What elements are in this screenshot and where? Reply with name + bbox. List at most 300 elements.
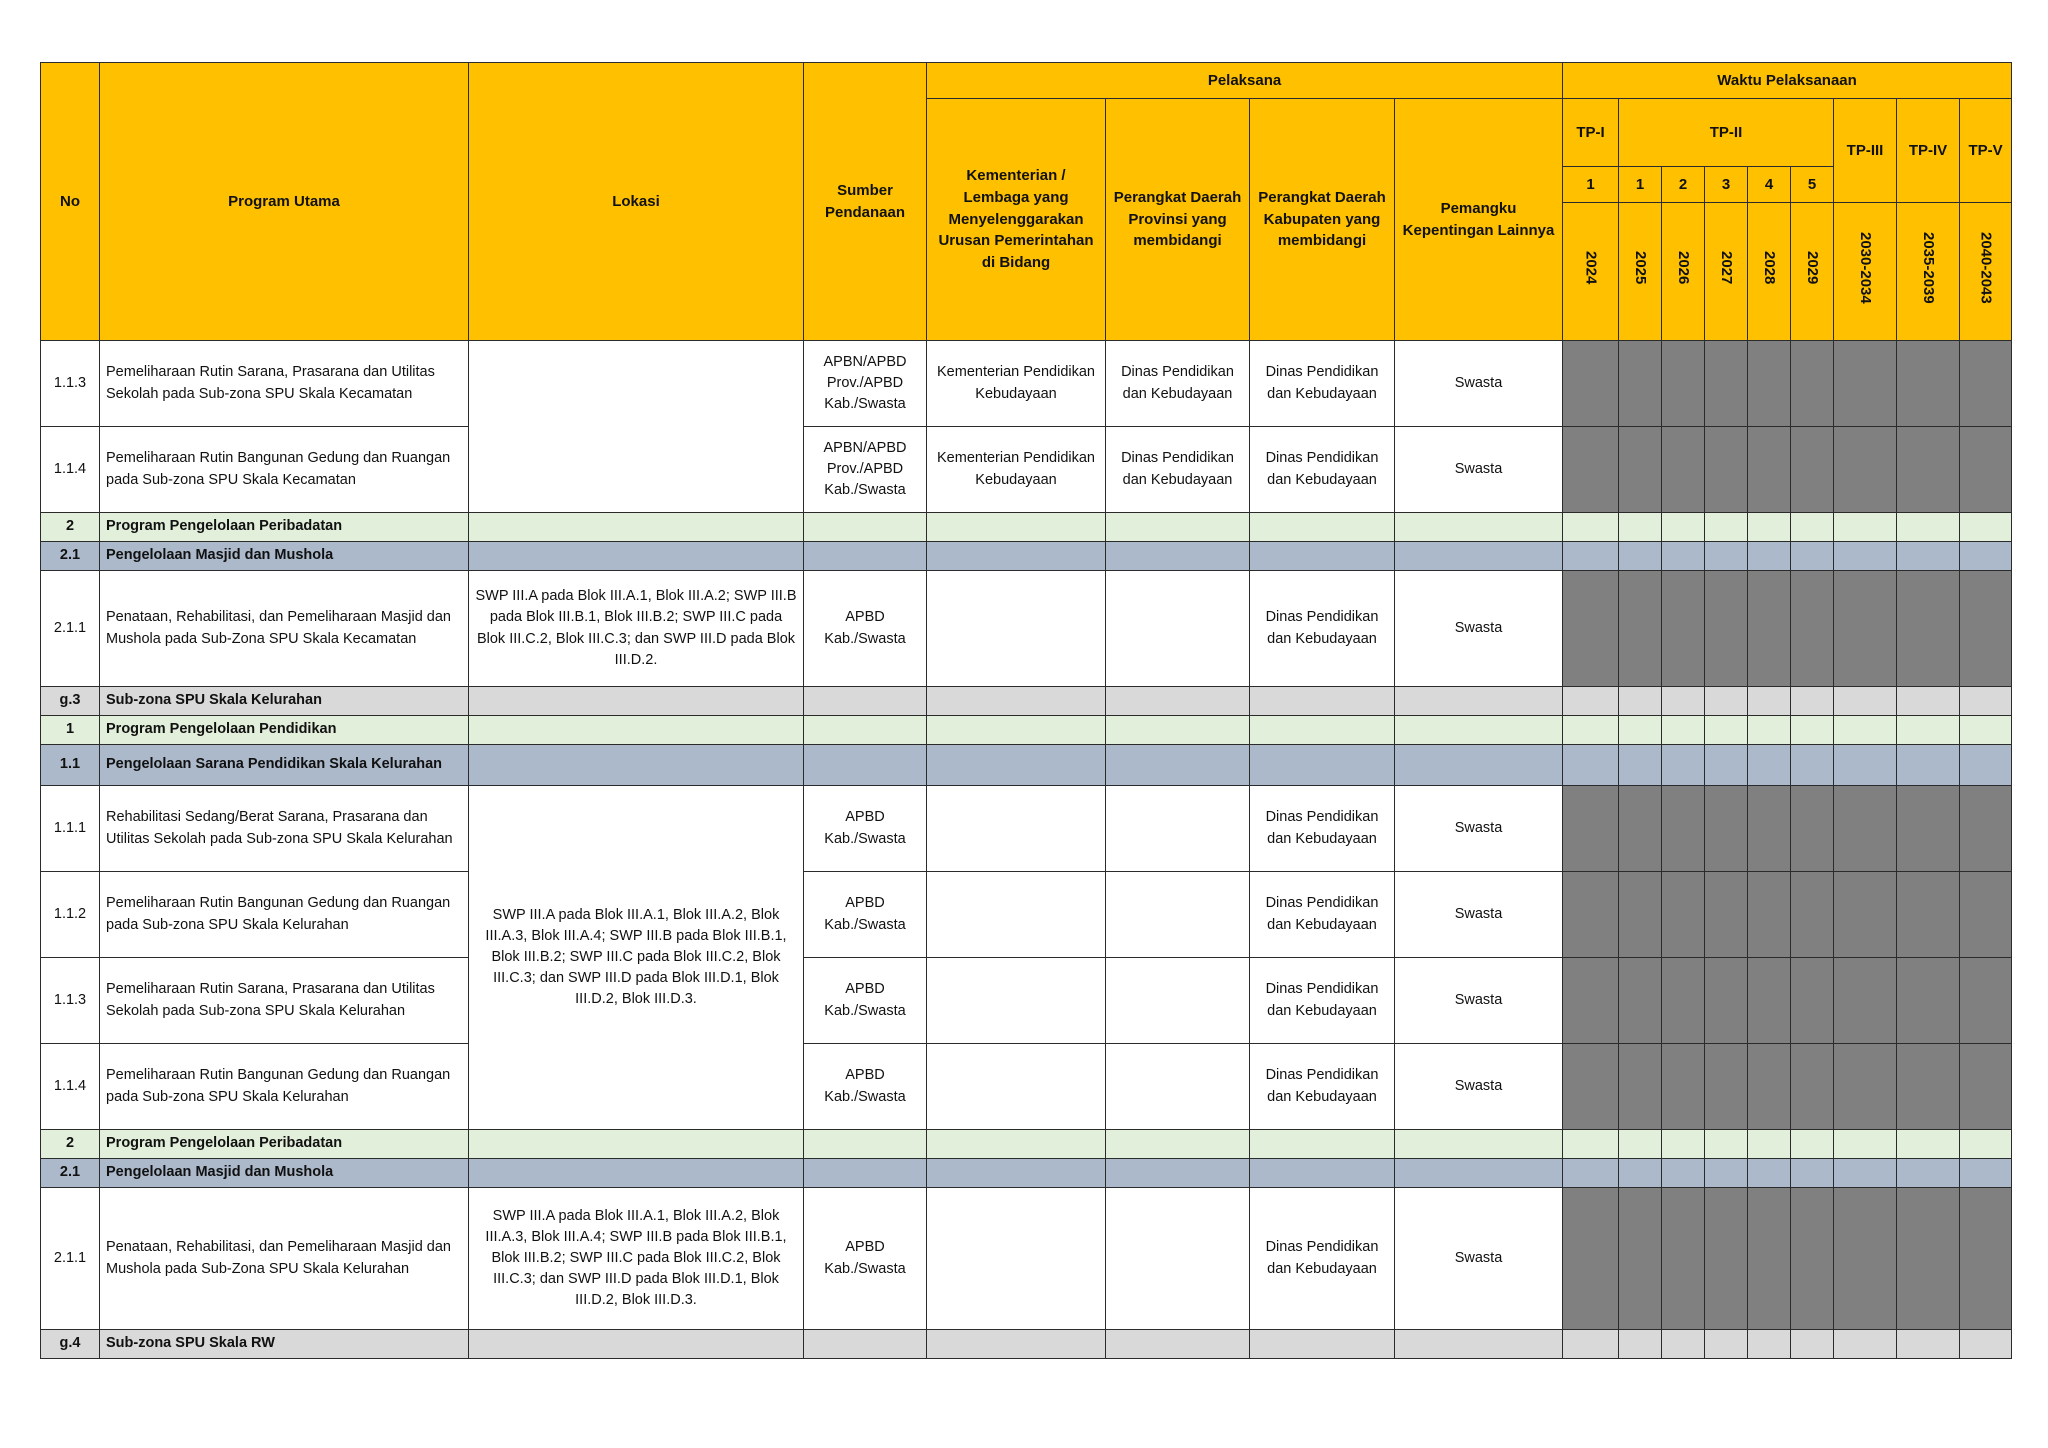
- empty-cell: [1960, 1130, 2012, 1159]
- row-kementerian: [927, 571, 1106, 687]
- empty-cell: [1834, 745, 1897, 786]
- empty-cell: [1250, 1159, 1395, 1188]
- row-sumber: APBN/APBD Prov./APBD Kab./Swasta: [804, 341, 927, 427]
- timeline-cell: [1960, 958, 2012, 1044]
- row-pemangku: Swasta: [1395, 786, 1563, 872]
- row-pemangku: Swasta: [1395, 427, 1563, 513]
- year-label: 2035-2039: [1919, 232, 1937, 304]
- empty-cell: [1662, 513, 1705, 542]
- timeline-cell: [1897, 1044, 1960, 1130]
- row-lokasi: SWP III.A pada Blok III.A.1, Blok III.A.2; SWP III.B pada Blok III.B.1, Blok III.B.2; SWP III.C pada Blok III.C.2, Blok III.C.3; dan SWP III.D pada Blok III.D.2.: [469, 571, 804, 687]
- timeline-cell: [1662, 1044, 1705, 1130]
- empty-cell: [1106, 1130, 1250, 1159]
- empty-cell: [1395, 1130, 1563, 1159]
- empty-cell: [1662, 687, 1705, 716]
- empty-cell: [1748, 1330, 1791, 1359]
- row-no: 1.1.4: [41, 427, 100, 513]
- empty-cell: [1791, 1159, 1834, 1188]
- row-pemangku: Swasta: [1395, 1188, 1563, 1330]
- empty-cell: [1619, 513, 1662, 542]
- empty-cell: [469, 716, 804, 745]
- timeline-cell: [1563, 1044, 1619, 1130]
- timeline-cell: [1619, 341, 1662, 427]
- year-2024: [1563, 203, 1619, 341]
- row-pemangku: Swasta: [1395, 571, 1563, 687]
- empty-cell: [927, 1130, 1106, 1159]
- row-lokasi-empty: [469, 341, 804, 513]
- year-2026: [1662, 203, 1705, 341]
- timeline-cell: [1705, 786, 1748, 872]
- timeline-cell: [1619, 786, 1662, 872]
- empty-cell: [1619, 687, 1662, 716]
- empty-cell: [1662, 716, 1705, 745]
- empty-cell: [927, 716, 1106, 745]
- timeline-cell: [1662, 786, 1705, 872]
- empty-cell: [1563, 1330, 1619, 1359]
- empty-cell: [1960, 745, 2012, 786]
- row-sumber: APBD Kab./Swasta: [804, 872, 927, 958]
- row-kementerian: [927, 1044, 1106, 1130]
- empty-cell: [1748, 542, 1791, 571]
- empty-cell: [1748, 687, 1791, 716]
- timeline-cell: [1563, 872, 1619, 958]
- empty-cell: [1960, 687, 2012, 716]
- row-no: 1.1.3: [41, 341, 100, 427]
- timeline-cell: [1834, 872, 1897, 958]
- empty-cell: [1791, 716, 1834, 745]
- year-label: 2024: [1582, 251, 1600, 285]
- row-no: 2.1: [41, 542, 100, 571]
- empty-cell: [1791, 745, 1834, 786]
- row-pd-kab: Dinas Pendidikan dan Kebudayaan: [1250, 1188, 1395, 1330]
- empty-cell: [469, 1330, 804, 1359]
- empty-cell: [1662, 542, 1705, 571]
- header-sub-2: 1: [1619, 167, 1662, 203]
- program-row: [41, 513, 2012, 542]
- row-no: g.4: [41, 1330, 100, 1359]
- table-body: [41, 341, 2012, 1359]
- table-row: [41, 427, 2012, 513]
- row-sumber: APBD Kab./Swasta: [804, 1044, 927, 1130]
- timeline-cell: [1791, 571, 1834, 687]
- empty-cell: [804, 1330, 927, 1359]
- row-program: Pengelolaan Masjid dan Mushola: [100, 542, 469, 571]
- empty-cell: [1250, 513, 1395, 542]
- timeline-cell: [1897, 571, 1960, 687]
- timeline-cell: [1791, 341, 1834, 427]
- empty-cell: [1960, 1330, 2012, 1359]
- timeline-cell: [1619, 958, 1662, 1044]
- row-no: 2.1: [41, 1159, 100, 1188]
- empty-cell: [1748, 1130, 1791, 1159]
- empty-cell: [1563, 687, 1619, 716]
- timeline-cell: [1563, 786, 1619, 872]
- row-kementerian: [927, 1188, 1106, 1330]
- program-table-sheet: [40, 62, 2010, 1359]
- empty-cell: [927, 687, 1106, 716]
- empty-cell: [1106, 716, 1250, 745]
- row-pd-prov: [1106, 872, 1250, 958]
- timeline-cell: [1791, 958, 1834, 1044]
- timeline-cell: [1705, 571, 1748, 687]
- year-2027: [1705, 203, 1748, 341]
- row-kementerian: [927, 872, 1106, 958]
- timeline-cell: [1791, 427, 1834, 513]
- row-program: Pemeliharaan Rutin Sarana, Prasarana dan Utilitas Sekolah pada Sub-zona SPU Skala Kecamatan: [100, 341, 469, 427]
- row-lokasi: SWP III.A pada Blok III.A.1, Blok III.A.2, Blok III.A.3, Blok III.A.4; SWP III.B pada Blok III.B.1, Blok III.B.2; SWP III.C pada Blok III.C.2, Blok III.C.3; dan SWP III.D pada Blok III.D.1, Blok III.D.2, Blok III.D.3.: [469, 1188, 804, 1330]
- timeline-cell: [1705, 872, 1748, 958]
- header-tp1: TP-I: [1563, 99, 1619, 167]
- row-no: 1.1: [41, 745, 100, 786]
- table-header: [41, 63, 2012, 341]
- row-program: Rehabilitasi Sedang/Berat Sarana, Prasarana dan Utilitas Sekolah pada Sub-zona SPU Skala Kelurahan: [100, 786, 469, 872]
- timeline-cell: [1563, 341, 1619, 427]
- timeline-cell: [1960, 427, 2012, 513]
- row-program: Sub-zona SPU Skala Kelurahan: [100, 687, 469, 716]
- sub-program-row: [41, 1159, 2012, 1188]
- empty-cell: [1748, 1159, 1791, 1188]
- empty-cell: [804, 745, 927, 786]
- timeline-cell: [1748, 341, 1791, 427]
- row-pd-kab: Dinas Pendidikan dan Kebudayaan: [1250, 427, 1395, 513]
- row-program: Pemeliharaan Rutin Sarana, Prasarana dan Utilitas Sekolah pada Sub-zona SPU Skala Kelurahan: [100, 958, 469, 1044]
- empty-cell: [804, 542, 927, 571]
- row-no: 2.1.1: [41, 1188, 100, 1330]
- timeline-cell: [1662, 341, 1705, 427]
- row-pd-prov: [1106, 571, 1250, 687]
- timeline-cell: [1791, 872, 1834, 958]
- timeline-cell: [1791, 1188, 1834, 1330]
- timeline-cell: [1563, 1188, 1619, 1330]
- year-2035-2039: [1897, 203, 1960, 341]
- program-row: [41, 716, 2012, 745]
- timeline-cell: [1563, 958, 1619, 1044]
- table-row: [41, 958, 2012, 1044]
- year-label: 2028: [1760, 251, 1778, 285]
- empty-cell: [1619, 542, 1662, 571]
- timeline-cell: [1834, 341, 1897, 427]
- table-row: [41, 1188, 2012, 1330]
- program-row: [41, 1130, 2012, 1159]
- timeline-cell: [1748, 872, 1791, 958]
- timeline-cell: [1705, 1188, 1748, 1330]
- empty-cell: [469, 687, 804, 716]
- row-program: Pengelolaan Masjid dan Mushola: [100, 1159, 469, 1188]
- row-pemangku: Swasta: [1395, 872, 1563, 958]
- empty-cell: [1619, 716, 1662, 745]
- empty-cell: [1705, 513, 1748, 542]
- timeline-cell: [1834, 958, 1897, 1044]
- header-pd-prov: Perangkat Daerah Provinsi yang membidangi: [1106, 99, 1250, 341]
- empty-cell: [1250, 1330, 1395, 1359]
- empty-cell: [1619, 1159, 1662, 1188]
- empty-cell: [1395, 1330, 1563, 1359]
- empty-cell: [1834, 542, 1897, 571]
- row-pemangku: Swasta: [1395, 341, 1563, 427]
- empty-cell: [469, 1130, 804, 1159]
- empty-cell: [1748, 716, 1791, 745]
- row-sumber: APBD Kab./Swasta: [804, 1188, 927, 1330]
- empty-cell: [1960, 1159, 2012, 1188]
- empty-cell: [927, 1330, 1106, 1359]
- timeline-cell: [1619, 571, 1662, 687]
- header-tp3: TP-III: [1834, 99, 1897, 203]
- empty-cell: [1106, 542, 1250, 571]
- row-pemangku: Swasta: [1395, 1044, 1563, 1130]
- empty-cell: [804, 687, 927, 716]
- row-no: 2: [41, 1130, 100, 1159]
- empty-cell: [1619, 1330, 1662, 1359]
- row-pd-prov: Dinas Pendidikan dan Kebudayaan: [1106, 427, 1250, 513]
- row-sumber: APBD Kab./Swasta: [804, 571, 927, 687]
- empty-cell: [804, 716, 927, 745]
- empty-cell: [469, 1159, 804, 1188]
- header-pd-kab: Perangkat Daerah Kabupaten yang membidangi: [1250, 99, 1395, 341]
- header-no: No: [41, 63, 100, 341]
- row-program: Pemeliharaan Rutin Bangunan Gedung dan Ruangan pada Sub-zona SPU Skala Kecamatan: [100, 427, 469, 513]
- empty-cell: [1897, 1159, 1960, 1188]
- empty-cell: [1563, 745, 1619, 786]
- timeline-cell: [1705, 958, 1748, 1044]
- timeline-cell: [1897, 872, 1960, 958]
- row-pd-kab: Dinas Pendidikan dan Kebudayaan: [1250, 786, 1395, 872]
- row-program: Pengelolaan Sarana Pendidikan Skala Kelurahan: [100, 745, 469, 786]
- zone-row: [41, 1330, 2012, 1359]
- empty-cell: [1705, 1330, 1748, 1359]
- row-lokasi-group: SWP III.A pada Blok III.A.1, Blok III.A.2, Blok III.A.3, Blok III.A.4; SWP III.B pada Blok III.B.1, Blok III.B.2; SWP III.C pada Blok III.C.2, Blok III.C.3; dan SWP III.D pada Blok III.D.1, Blok III.D.2, Blok III.D.3.: [469, 786, 804, 1130]
- empty-cell: [1250, 687, 1395, 716]
- empty-cell: [927, 1159, 1106, 1188]
- empty-cell: [1563, 1130, 1619, 1159]
- empty-cell: [1662, 1330, 1705, 1359]
- row-program: Program Pengelolaan Pendidikan: [100, 716, 469, 745]
- empty-cell: [1705, 745, 1748, 786]
- row-no: 1.1.1: [41, 786, 100, 872]
- row-program: Pemeliharaan Rutin Bangunan Gedung dan Ruangan pada Sub-zona SPU Skala Kelurahan: [100, 1044, 469, 1130]
- year-label: 2026: [1674, 251, 1692, 285]
- timeline-cell: [1834, 571, 1897, 687]
- row-program: Penataan, Rehabilitasi, dan Pemeliharaan Masjid dan Mushola pada Sub-Zona SPU Skala Kelurahan: [100, 1188, 469, 1330]
- row-kementerian: Kementerian Pendidikan Kebudayaan: [927, 427, 1106, 513]
- empty-cell: [1897, 687, 1960, 716]
- row-program: Pemeliharaan Rutin Bangunan Gedung dan Ruangan pada Sub-zona SPU Skala Kelurahan: [100, 872, 469, 958]
- header-pemangku: Pemangku Kepentingan Lainnya: [1395, 99, 1563, 341]
- year-label: 2027: [1717, 251, 1735, 285]
- row-no: 1.1.3: [41, 958, 100, 1044]
- empty-cell: [1748, 745, 1791, 786]
- row-kementerian: [927, 786, 1106, 872]
- timeline-cell: [1897, 341, 1960, 427]
- empty-cell: [927, 542, 1106, 571]
- timeline-cell: [1834, 786, 1897, 872]
- sub-program-row: [41, 745, 2012, 786]
- year-2029: [1791, 203, 1834, 341]
- program-table: [40, 62, 2012, 1359]
- sub-program-row: [41, 542, 2012, 571]
- empty-cell: [1395, 1159, 1563, 1188]
- row-pd-kab: Dinas Pendidikan dan Kebudayaan: [1250, 958, 1395, 1044]
- empty-cell: [1395, 716, 1563, 745]
- year-label: 2030-2034: [1856, 232, 1874, 304]
- timeline-cell: [1897, 786, 1960, 872]
- timeline-cell: [1960, 872, 2012, 958]
- empty-cell: [1563, 513, 1619, 542]
- header-pelaksana: Pelaksana: [927, 63, 1563, 99]
- timeline-cell: [1834, 1188, 1897, 1330]
- table-row: [41, 571, 2012, 687]
- empty-cell: [1106, 1330, 1250, 1359]
- empty-cell: [1791, 1130, 1834, 1159]
- empty-cell: [469, 745, 804, 786]
- timeline-cell: [1748, 786, 1791, 872]
- empty-cell: [1834, 716, 1897, 745]
- empty-cell: [1662, 1130, 1705, 1159]
- empty-cell: [1834, 687, 1897, 716]
- empty-cell: [1705, 1159, 1748, 1188]
- row-pd-prov: [1106, 786, 1250, 872]
- empty-cell: [1960, 542, 2012, 571]
- empty-cell: [1834, 1130, 1897, 1159]
- row-pd-prov: Dinas Pendidikan dan Kebudayaan: [1106, 341, 1250, 427]
- empty-cell: [1106, 1159, 1250, 1188]
- empty-cell: [1897, 716, 1960, 745]
- empty-cell: [1395, 542, 1563, 571]
- empty-cell: [1791, 513, 1834, 542]
- row-pd-kab: Dinas Pendidikan dan Kebudayaan: [1250, 341, 1395, 427]
- timeline-cell: [1563, 571, 1619, 687]
- timeline-cell: [1705, 1044, 1748, 1130]
- empty-cell: [1960, 513, 2012, 542]
- empty-cell: [1106, 745, 1250, 786]
- timeline-cell: [1791, 786, 1834, 872]
- empty-cell: [927, 745, 1106, 786]
- row-no: 1.1.2: [41, 872, 100, 958]
- empty-cell: [1834, 513, 1897, 542]
- empty-cell: [1791, 687, 1834, 716]
- empty-cell: [1250, 745, 1395, 786]
- empty-cell: [804, 1130, 927, 1159]
- empty-cell: [1563, 542, 1619, 571]
- empty-cell: [1834, 1159, 1897, 1188]
- timeline-cell: [1662, 571, 1705, 687]
- year-2040-2043: [1960, 203, 2012, 341]
- empty-cell: [1897, 542, 1960, 571]
- timeline-cell: [1705, 341, 1748, 427]
- empty-cell: [1619, 745, 1662, 786]
- header-lokasi: Lokasi: [469, 63, 804, 341]
- header-tp4: TP-IV: [1897, 99, 1960, 203]
- timeline-cell: [1834, 1044, 1897, 1130]
- table-row: [41, 341, 2012, 427]
- timeline-cell: [1748, 571, 1791, 687]
- year-2030-2034: [1834, 203, 1897, 341]
- row-no: 1.1.4: [41, 1044, 100, 1130]
- empty-cell: [1960, 716, 2012, 745]
- empty-cell: [1250, 542, 1395, 571]
- header-sub-4: 3: [1705, 167, 1748, 203]
- timeline-cell: [1662, 958, 1705, 1044]
- header-tp2: TP-II: [1619, 99, 1834, 167]
- empty-cell: [1563, 716, 1619, 745]
- empty-cell: [1250, 1130, 1395, 1159]
- timeline-cell: [1791, 1044, 1834, 1130]
- timeline-cell: [1662, 1188, 1705, 1330]
- year-label: 2029: [1803, 251, 1821, 285]
- empty-cell: [469, 542, 804, 571]
- timeline-cell: [1748, 958, 1791, 1044]
- year-label: 2040-2043: [1977, 232, 1995, 304]
- table-row: [41, 1044, 2012, 1130]
- header-kementerian: Kementerian / Lembaga yang Menyelenggarakan Urusan Pemerintahan di Bidang: [927, 99, 1106, 341]
- empty-cell: [1897, 1130, 1960, 1159]
- empty-cell: [1395, 745, 1563, 786]
- timeline-cell: [1748, 427, 1791, 513]
- empty-cell: [1106, 513, 1250, 542]
- table-row: [41, 872, 2012, 958]
- row-sumber: APBD Kab./Swasta: [804, 786, 927, 872]
- empty-cell: [1791, 1330, 1834, 1359]
- empty-cell: [1106, 687, 1250, 716]
- header-sub-3: 2: [1662, 167, 1705, 203]
- timeline-cell: [1960, 786, 2012, 872]
- empty-cell: [1791, 542, 1834, 571]
- table-row: [41, 786, 2012, 872]
- empty-cell: [1748, 513, 1791, 542]
- timeline-cell: [1619, 872, 1662, 958]
- timeline-cell: [1662, 427, 1705, 513]
- timeline-cell: [1834, 427, 1897, 513]
- row-no: 1: [41, 716, 100, 745]
- empty-cell: [1705, 687, 1748, 716]
- row-pd-kab: Dinas Pendidikan dan Kebudayaan: [1250, 1044, 1395, 1130]
- row-pd-prov: [1106, 1044, 1250, 1130]
- timeline-cell: [1897, 1188, 1960, 1330]
- row-pd-kab: Dinas Pendidikan dan Kebudayaan: [1250, 872, 1395, 958]
- header-sub-6: 5: [1791, 167, 1834, 203]
- row-program: Program Pengelolaan Peribadatan: [100, 1130, 469, 1159]
- timeline-cell: [1748, 1188, 1791, 1330]
- zone-row: [41, 687, 2012, 716]
- empty-cell: [927, 513, 1106, 542]
- header-waktu: Waktu Pelaksanaan: [1563, 63, 2012, 99]
- row-program: Sub-zona SPU Skala RW: [100, 1330, 469, 1359]
- timeline-cell: [1662, 872, 1705, 958]
- timeline-cell: [1619, 427, 1662, 513]
- empty-cell: [1705, 1130, 1748, 1159]
- timeline-cell: [1619, 1188, 1662, 1330]
- timeline-cell: [1563, 427, 1619, 513]
- header-sub-1: 1: [1563, 167, 1619, 203]
- empty-cell: [1834, 1330, 1897, 1359]
- row-no: 2.1.1: [41, 571, 100, 687]
- row-sumber: APBN/APBD Prov./APBD Kab./Swasta: [804, 427, 927, 513]
- header-sub-5: 4: [1748, 167, 1791, 203]
- row-pd-kab: Dinas Pendidikan dan Kebudayaan: [1250, 571, 1395, 687]
- timeline-cell: [1897, 958, 1960, 1044]
- timeline-cell: [1705, 427, 1748, 513]
- empty-cell: [1250, 716, 1395, 745]
- empty-cell: [1897, 745, 1960, 786]
- empty-cell: [1705, 542, 1748, 571]
- timeline-cell: [1897, 427, 1960, 513]
- timeline-cell: [1748, 1044, 1791, 1130]
- timeline-cell: [1960, 1044, 2012, 1130]
- row-program: Program Pengelolaan Peribadatan: [100, 513, 469, 542]
- header-program: Program Utama: [100, 63, 469, 341]
- timeline-cell: [1960, 571, 2012, 687]
- row-kementerian: [927, 958, 1106, 1044]
- empty-cell: [469, 513, 804, 542]
